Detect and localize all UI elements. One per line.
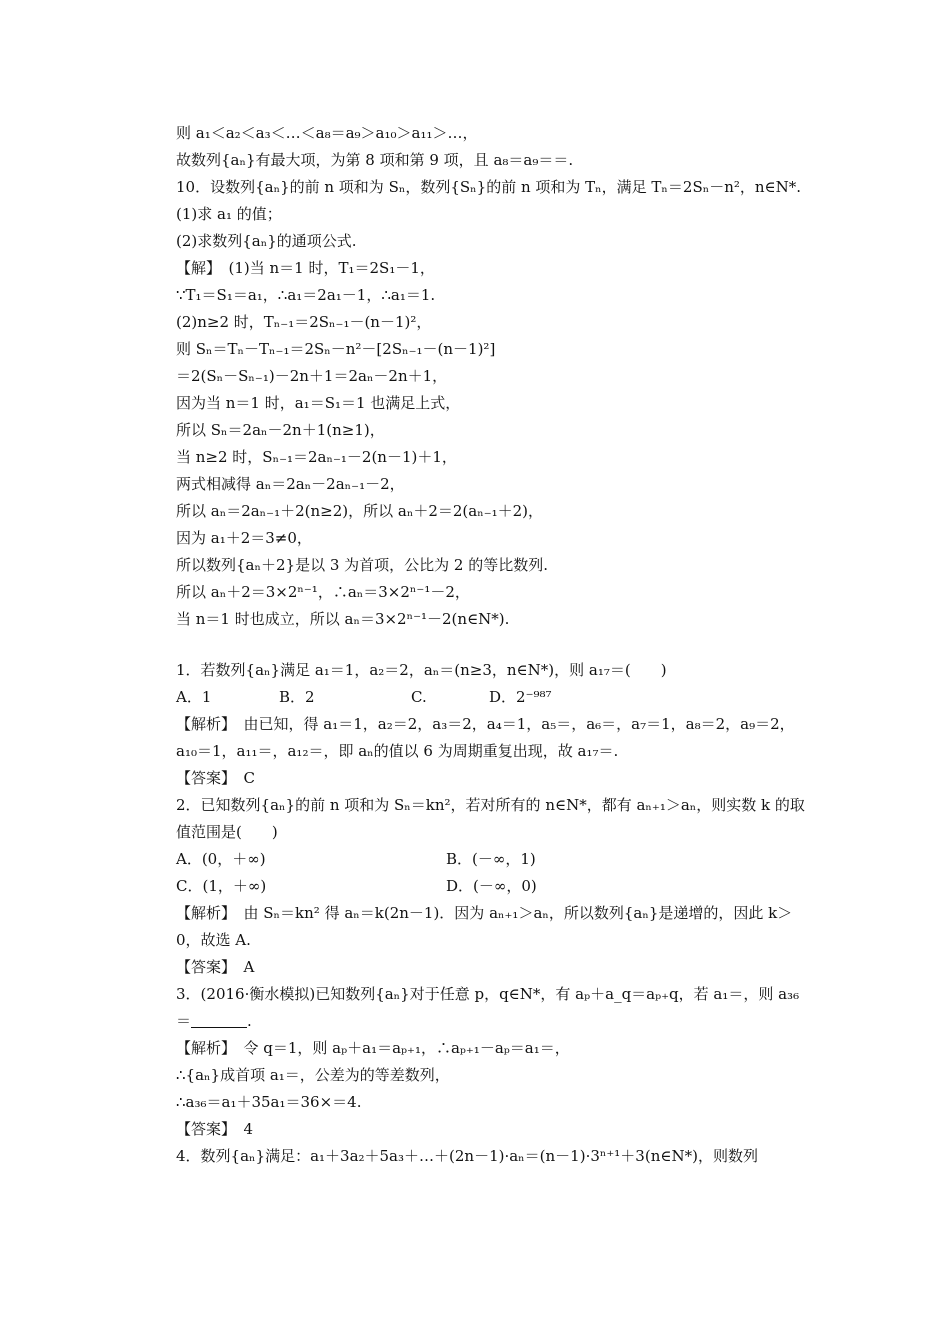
question-3-analysis-line: ∴{aₙ}成首项 a₁＝，公差为的等差数列， xyxy=(176,1066,450,1084)
question-1-answer: 【答案】 C xyxy=(176,769,255,787)
question-3-stem xyxy=(146,981,814,1035)
question-2-answer: 【答案】 A xyxy=(176,958,255,976)
choice-a: A．1 xyxy=(176,688,212,706)
solution-line: 两式相减得 aₙ＝2aₙ－2aₙ₋₁－2， xyxy=(176,475,405,493)
choice-d: D．(－∞，0) xyxy=(446,877,537,895)
question-3-answer: 【答案】 4 xyxy=(176,1120,254,1138)
solution-line: 所以 Sₙ＝2aₙ－2n＋1(n≥1)， xyxy=(176,421,385,439)
solution-heading: 【解】 (1)当 n＝1 时，T₁＝2S₁－1， xyxy=(176,259,435,277)
question-1-choices xyxy=(146,684,814,711)
solution-line: 所以 aₙ＋2＝3×2ⁿ⁻¹，∴aₙ＝3×2ⁿ⁻¹－2， xyxy=(176,583,470,601)
solution-line: ∵T₁＝S₁＝a₁，∴a₁＝2a₁－1，∴a₁＝1. xyxy=(176,286,436,304)
solution-line: 则 a₁＜a₂＜a₃＜…＜a₈＝a₉＞a₁₀＞a₁₁＞…， xyxy=(176,124,478,142)
problem-10-stem: 10．设数列{aₙ}的前 n 项和为 Sₙ，数列{Sₙ}的前 n 项和为 Tₙ，满足 Tₙ＝2Sₙ－n²，n∈N*. xyxy=(176,178,802,196)
solution-line: 则 Sₙ＝Tₙ－Tₙ₋₁＝2Sₙ－n²－[2Sₙ₋₁－(n－1)²] xyxy=(176,340,496,358)
choice-c: C. xyxy=(411,688,427,706)
choice-a: A．(0，＋∞) xyxy=(176,850,266,868)
solution-line: 当 n＝1 时也成立，所以 aₙ＝3×2ⁿ⁻¹－2(n∈N*). xyxy=(176,610,510,628)
question-2-analysis xyxy=(146,900,814,954)
question-3-analysis-line: 【解析】 令 q＝1，则 aₚ＋a₁＝aₚ₊₁，∴aₚ₊₁－aₚ＝a₁＝， xyxy=(176,1039,570,1057)
stem-text: 2．已知数列{aₙ}的前 n 项和为 Sₙ＝kn²，若对所有的 n∈N*，都有 aₙ₊₁＞aₙ，则实数 k 的取值范围是( ) xyxy=(176,796,805,841)
solution-line: 当 n≥2 时，Sₙ₋₁＝2aₙ₋₁－2(n－1)＋1， xyxy=(176,448,457,466)
stem-text: 3．(2016·衡水模拟)已知数列{aₙ}对于任意 p，q∈N*，有 aₚ＋a_q＝aₚ₊q，若 a₁＝，则 a₃₆＝ xyxy=(176,985,800,1030)
question-2-choices-row-2 xyxy=(146,873,814,900)
question-1-stem: 1．若数列{aₙ}满足 a₁＝1，a₂＝2，aₙ＝(n≥3，n∈N*)，则 a₁₇＝( ) xyxy=(176,661,667,679)
section-gap xyxy=(146,633,814,657)
stem-end: . xyxy=(247,1012,252,1030)
solution-line: 因为当 n＝1 时，a₁＝S₁＝1 也满足上式， xyxy=(176,394,461,412)
question-1-analysis xyxy=(146,711,814,765)
choice-b: B．(－∞，1) xyxy=(446,850,536,868)
solution-line: 所以 aₙ＝2aₙ₋₁＋2(n≥2)，所以 aₙ＋2＝2(aₙ₋₁＋2)， xyxy=(176,502,544,520)
solution-line: ＝2(Sₙ－Sₙ₋₁)－2n＋1＝2aₙ－2n＋1， xyxy=(176,367,448,385)
solution-line: 所以数列{aₙ＋2}是以 3 为首项，公比为 2 的等比数列. xyxy=(176,556,548,574)
document-body xyxy=(146,120,814,1170)
analysis-text: 【解析】 由 Sₙ＝kn² 得 aₙ＝k(2n－1)．因为 aₙ₊₁＞aₙ，所以数列{aₙ}是递增的，因此 k＞0，故选 A. xyxy=(176,904,793,949)
question-3-analysis-line: ∴a₃₆＝a₁＋35a₁＝36×＝4. xyxy=(176,1093,362,1111)
answer-blank[interactable] xyxy=(191,1013,247,1028)
analysis-text: 【解析】 由已知，得 a₁＝1，a₂＝2，a₃＝2，a₄＝1，a₅＝，a₆＝，a₇＝1，a₈＝2，a₉＝2，a₁₀＝1，a₁₁＝，a₁₂＝，即 aₙ的值以 6 为周期重复出现，故 a₁₇＝. xyxy=(176,715,795,760)
question-2-choices-row-1 xyxy=(146,846,814,873)
choice-d: D．2⁻⁹⁸⁷ xyxy=(489,688,552,706)
question-4-stem: 4．数列{aₙ}满足：a₁＋3a₂＋5a₃＋…＋(2n－1)·aₙ＝(n－1)·3ⁿ⁺¹＋3(n∈N*)，则数列 xyxy=(176,1147,758,1165)
problem-10-part-2: (2)求数列{aₙ}的通项公式. xyxy=(176,232,357,250)
solution-line: 因为 a₁＋2＝3≠0， xyxy=(176,529,312,547)
question-2-stem xyxy=(146,792,814,846)
problem-10-part-1: (1)求 a₁ 的值； xyxy=(176,205,282,223)
solution-line: (2)n≥2 时，Tₙ₋₁＝2Sₙ₋₁－(n－1)²， xyxy=(176,313,432,331)
choice-c: C．(1，＋∞) xyxy=(176,877,267,895)
solution-line: 故数列{aₙ}有最大项，为第 8 项和第 9 项，且 a₈＝a₉＝＝. xyxy=(176,151,574,169)
choice-b: B．2 xyxy=(279,688,315,706)
